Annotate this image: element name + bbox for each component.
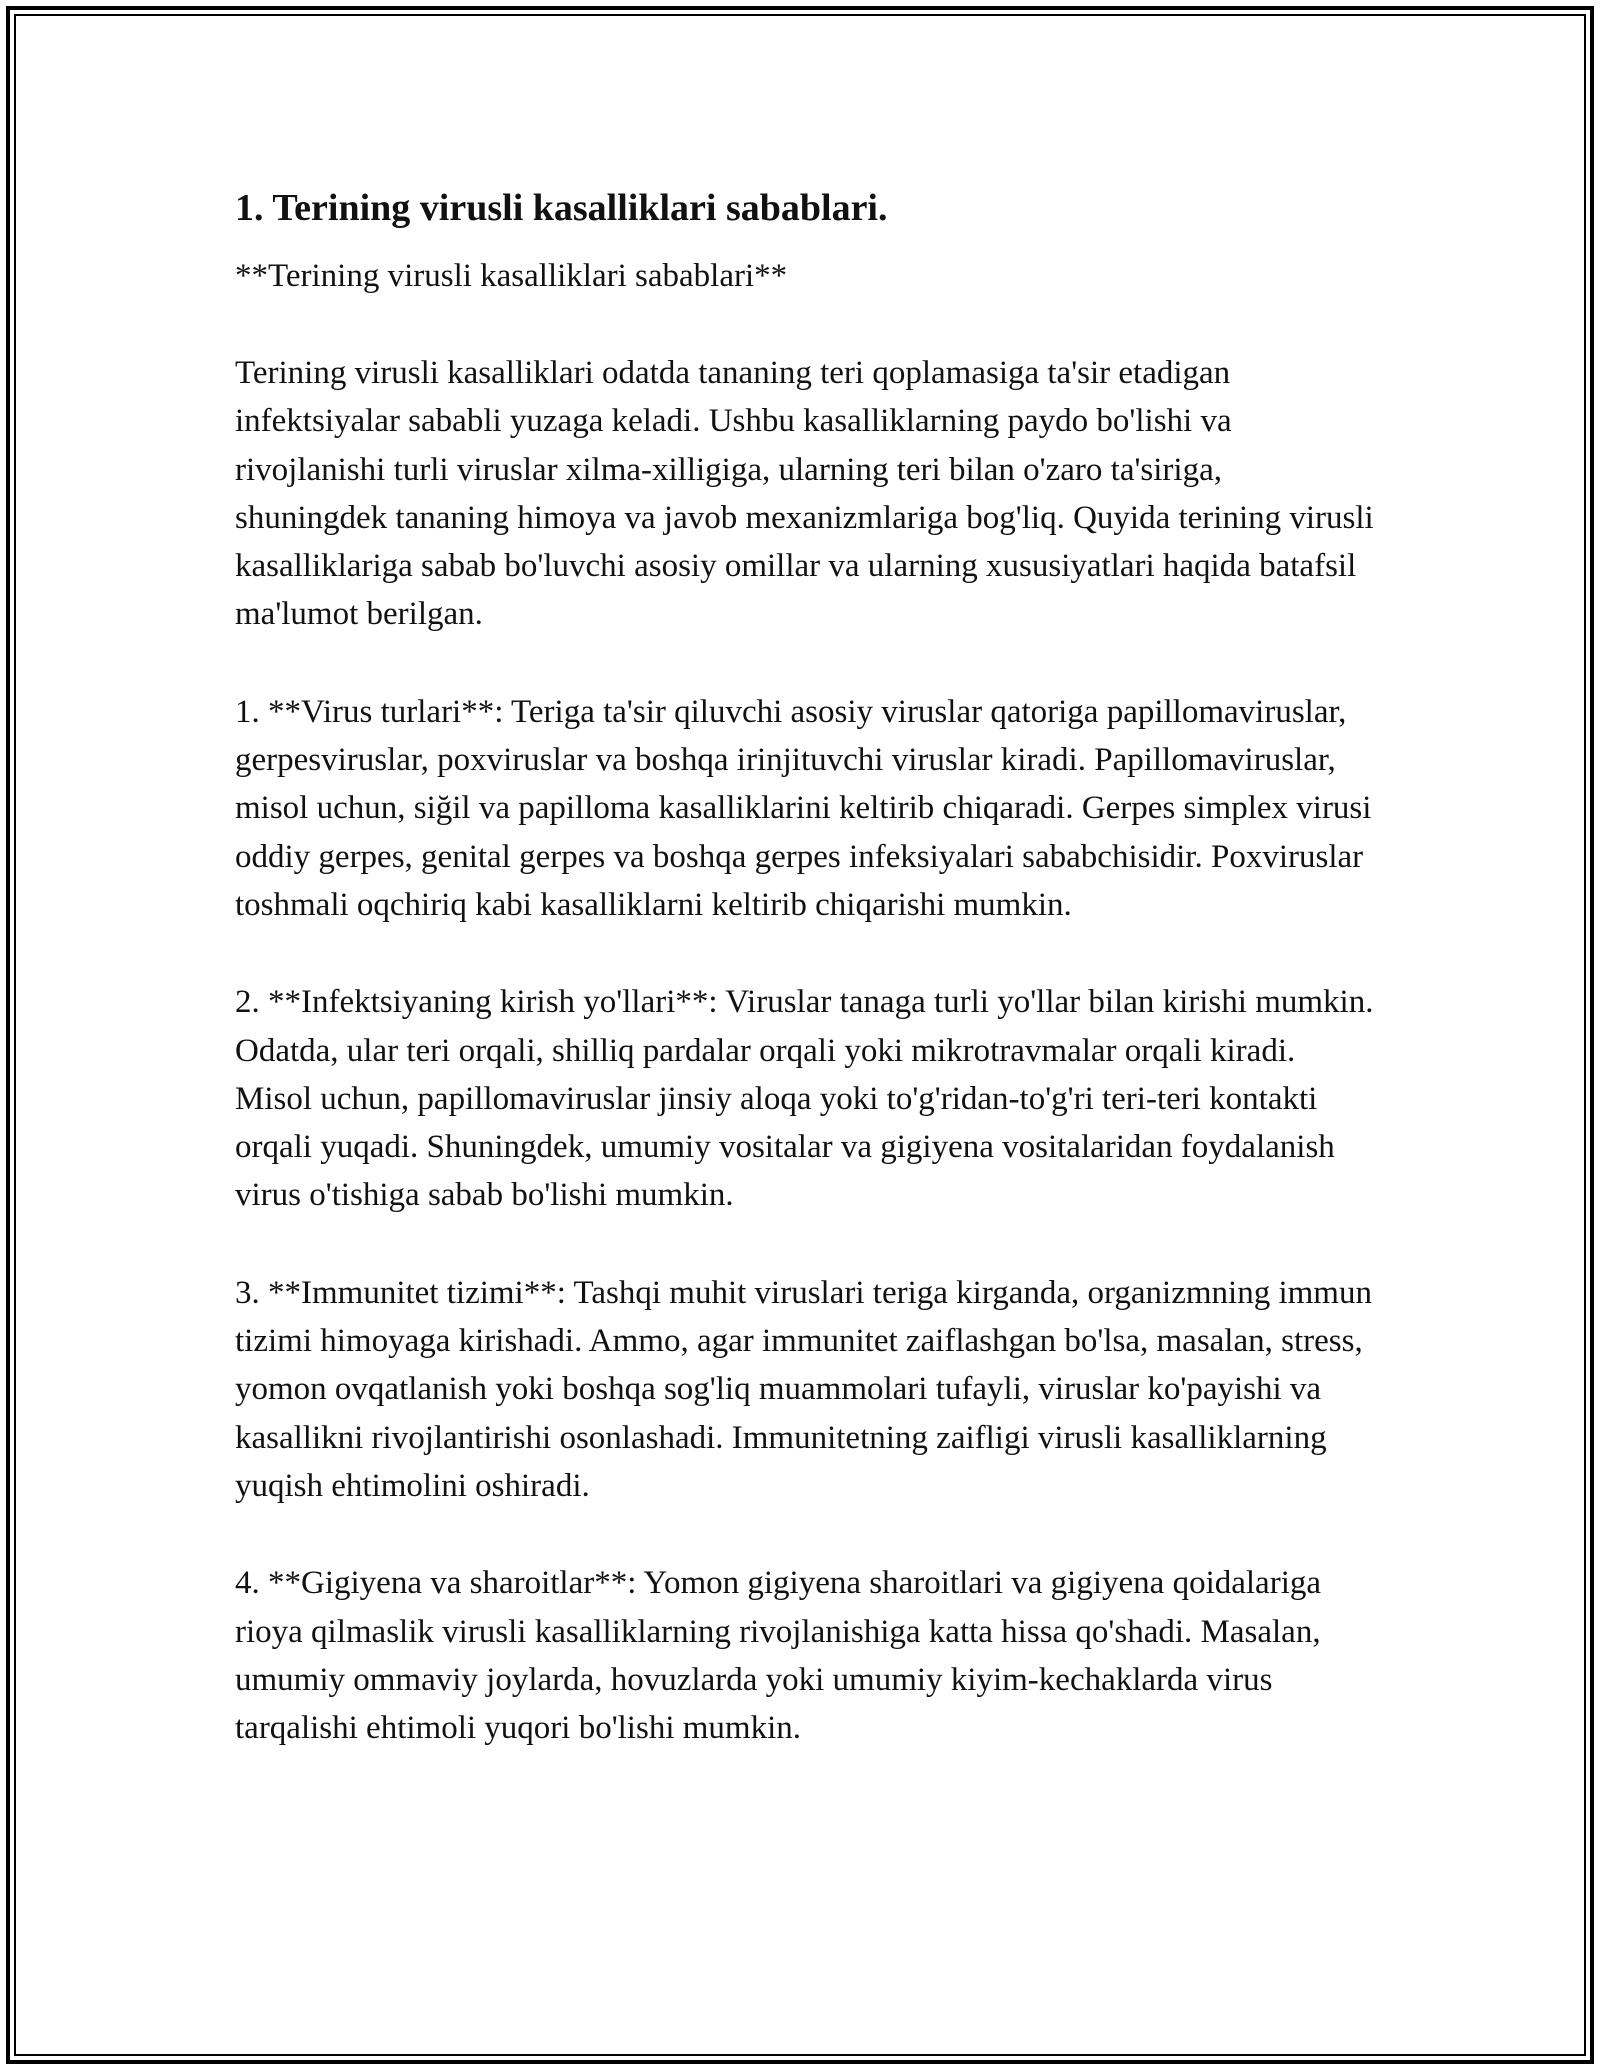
intro-paragraph: Terining virusli kasalliklari odatda tananing teri qoplamasiga ta'sir etadigan infektsiyalar sababli yuzaga keladi. Ushbu kasalliklarning paydo bo'lishi va rivojlanishi turli viruslar xilma-xilligiga, ularning teri bilan o'zaro ta'siriga, shuningdek tananing himoya va javob mexanizmlariga bog'liq. Quyida terining virusli kasalliklariga sabab bo'luvchi asosiy omillar va ularning xususiyatlari haqida batafsil ma'lumot berilgan. xyxy=(235,355,1374,633)
list-item-immune-system: 3. **Immunitet tizimi**: Tashqi muhit viruslari teriga kirganda, organizmning immun tizimi himoyaga kirishadi. Ammo, agar immunitet zaiflashgan bo'lsa, masalan, stress, yomon ovqatlanish yoki boshqa sog'liq muammolari tufayli, viruslar ko'payishi va kasallikni rivojlantirishi osonlashadi. Immunitetning zaifligi virusli kasalliklarning yuqish ehtimolini oshiradi. xyxy=(235,1274,1372,1504)
document-subtitle: **Terining virusli kasalliklari sabablari** xyxy=(235,258,788,294)
list-item-hygiene: 4. **Gigiyena va sharoitlar**: Yomon gigiyena sharoitlari va gigiyena qoidalariga rioya qilmaslik virusli kasalliklarning rivojlanishiga katta hissa qo'shadi. Masalan, umumiy ommaviy joylarda, hovuzlarda yoki umumiy kiyim-kechaklarda virus tarqalishi ehtimoli yuqori bo'lishi mumkin. xyxy=(235,1565,1322,1747)
document-body xyxy=(235,184,1375,1801)
document-title: 1. Terining virusli kasalliklari sabablari. xyxy=(235,187,888,229)
list-item-virus-types: 1. **Virus turlari**: Teriga ta'sir qiluvchi asosiy viruslar qatoriga papillomaviruslar, gerpesviruslar, poxviruslar va boshqa irinjituvchi viruslar kiradi. Papillomaviruslar, misol uchun, siğil va papilloma kasalliklarini keltirib chiqaradi. Gerpes simplex virusi oddiy gerpes, genital gerpes va boshqa gerpes infeksiyalari sababchisidir. Poxviruslar toshmali oqchiriq kabi kasalliklarni keltirib chiqarishi mumkin. xyxy=(235,693,1372,923)
list-item-infection-routes: 2. **Infektsiyaning kirish yo'llari**: Viruslar tanaga turli yo'llar bilan kirishi mumkin. Odatda, ular teri orqali, shilliq pardalar orqali yoki mikrotravmalar orqali kiradi. Misol uchun, papillomaviruslar jinsiy aloqa yoki to'g'ridan-to'g'ri teri-teri kontakti orqali yuqadi. Shuningdek, umumiy vositalar va gigiyena vositalaridan foydalanish virus o'tishiga sabab bo'lishi mumkin. xyxy=(235,984,1374,1214)
